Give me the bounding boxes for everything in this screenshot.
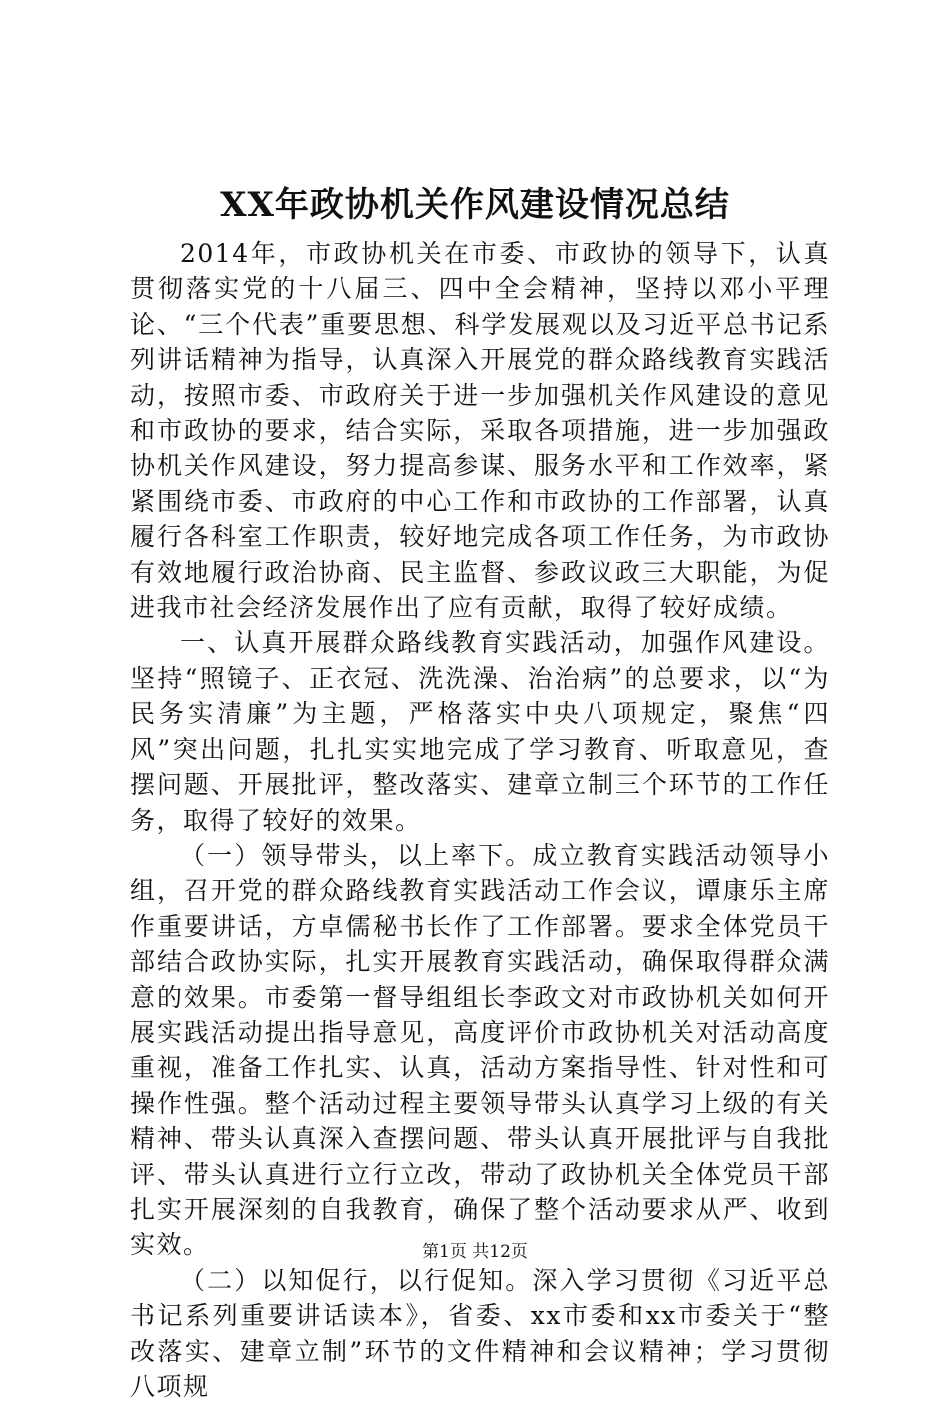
document-body [130, 236, 830, 1404]
paragraph-section-1: 一、认真开展群众路线教育实践活动，加强作风建设。坚持“照镜子、正衣冠、洗洗澡、治治病”的总要求，以“为民务实清廉”为主题，严格落实中央八项规定，聚焦“四风”突出问题，扎扎实实地完成了学习教育、听取意见，查摆问题、开展批评，整改落实、建章立制三个环节的工作任务，取得了较好的效果。 [130, 628, 830, 835]
page-number-footer: 第1页 共12页 [422, 1242, 528, 1262]
document-title: XX年政协机关作风建设情况总结 [220, 185, 730, 225]
paragraph-subsection-2: （二）以知促行，以行促知。深入学习贯彻《习近平总书记系列重要讲话读本》，省委、xx市委和xx市委关于“整改落实、建章立制”环节的文件精神和会议精神；学习贯彻八项规 [130, 1265, 830, 1401]
paragraph-intro: 2014年，市政协机关在市委、市政协的领导下，认真贯彻落实党的十八届三、四中全会精神，坚持以邓小平理论、“三个代表”重要思想、科学发展观以及习近平总书记系列讲话精神为指导，认真深入开展党的群众路线教育实践活动，按照市委、市政府关于进一步加强机关作风建设的意见和市政协的要求，结合实际，采取各项措施，进一步加强政协机关作风建设，努力提高参谋、服务水平和工作效率，紧紧围绕市委、市政府的中心工作和市政协的工作部署，认真履行各科室工作职责，较好地完成各项工作任务，为市政协有效地履行政治协商、民主监督、参政议政三大职能，为促进我市社会经济发展作出了应有贡献，取得了较好成绩。 [130, 239, 830, 623]
paragraph-subsection-1: （一）领导带头，以上率下。成立教育实践活动领导小组，召开党的群众路线教育实践活动工作会议，谭康乐主席作重要讲话，方卓儒秘书长作了工作部署。要求全体党员干部结合政协实际，扎实开展教育实践活动，确保取得群众满意的效果。市委第一督导组组长李政文对市政协机关如何开展实践活动提出指导意见，高度评价市政协机关对活动高度重视，准备工作扎实、认真，活动方案指导性、针对性和可操作性强。整个活动过程主要领导带头认真学习上级的有关精神、带头认真深入查摆问题、带头认真开展批评与自我批评、带头认真进行立行立改，带动了政协机关全体党员干部扎实开展深刻的自我教育，确保了整个活动要求从严、收到实效。 [130, 840, 830, 1260]
